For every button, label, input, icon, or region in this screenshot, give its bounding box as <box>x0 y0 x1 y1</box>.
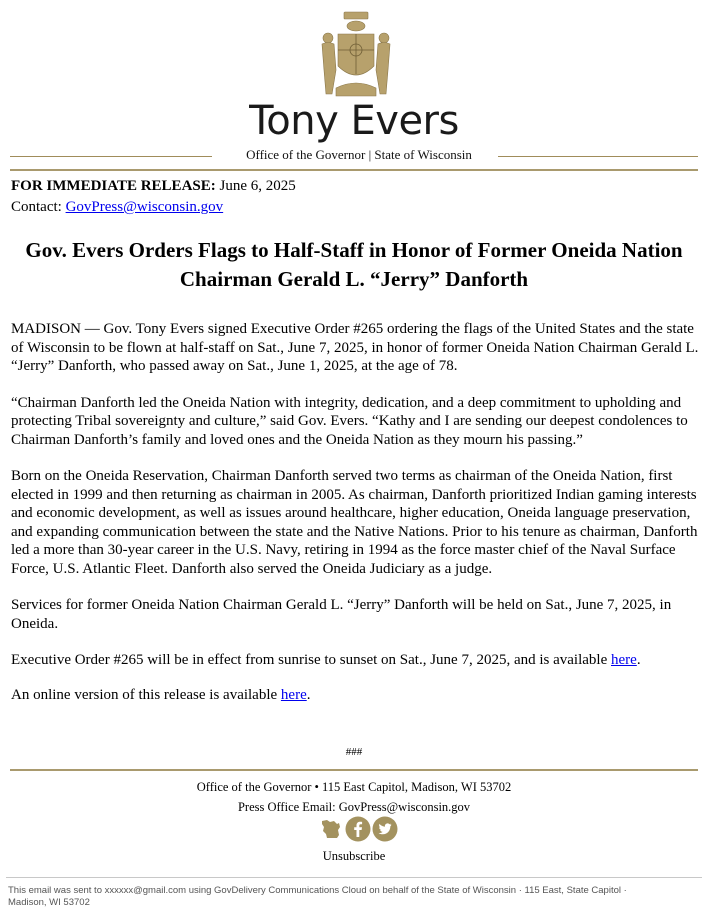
footer-press-email: Press Office Email: GovPress@wisconsin.gov <box>237 800 471 814</box>
paragraph <box>11 686 701 705</box>
footer <box>0 777 708 817</box>
paragraph: Born on the Oneida Reservation, Chairman Danforth served two terms as chairman of the Oneida Nation, first elected in 1999 and then returning as chairman in 2005. As chairman, Danforth prioritized Indian gaming interests and economic development, as well as issues around healthcare, higher education, Oneida language preservation, and expanding communication between the state and the Native Nations. Prior to his tenure as chairman, Danforth led a more than 30-year career in the U.S. Navy, retiring in 1994 as the force master chief of the Naval Surface Force, U.S. Atlantic Fleet. Danforth also served the Oneida Judiciary as a judge. <box>11 468 698 577</box>
twitter-icon[interactable] <box>372 816 398 842</box>
paragraph: Services for former Oneida Nation Chairman Gerald L. “Jerry” Danforth will be held on Sat., June 7, 2025, in Oneida. <box>11 597 672 632</box>
divider <box>10 156 212 157</box>
contact-line <box>11 197 296 218</box>
period: . <box>306 686 311 703</box>
footer-address: Office of the Governor • 115 East Capitol, Madison, WI 53702 <box>196 780 512 794</box>
header <box>0 0 708 168</box>
office-line <box>10 146 698 166</box>
delivery-disclaimer: This email was sent to xxxxxx@gmail.com using GovDelivery Communications Cloud on behalf of the State of Wisconsin · 115 East, State Capitol · Madison, WI 53702 <box>8 885 627 908</box>
unsubscribe-link[interactable]: Unsubscribe <box>322 849 386 863</box>
eo-text: Executive Order #265 will be in effect from sunrise to sunset on Sat., June 7, 2025, and is available <box>11 652 608 668</box>
online-version-text: An online version of this release is available <box>11 686 278 703</box>
facebook-icon[interactable] <box>345 816 371 842</box>
release-date: June 6, 2025 <box>219 178 296 194</box>
paragraph <box>11 651 701 670</box>
header-divider <box>10 169 698 171</box>
headline: Gov. Evers Orders Flags to Half-Staff in Honor of Former Oneida Nation Chairman Gerald L. “Jerry” Danforth <box>25 238 683 291</box>
contact-email-link[interactable]: GovPress@wisconsin.gov <box>65 199 224 215</box>
release-body <box>11 320 701 722</box>
disclaimer-divider <box>6 877 702 878</box>
governor-name: Tony Evers <box>249 98 459 144</box>
online-version-link[interactable]: here <box>280 686 307 703</box>
contact-label: Contact: <box>11 199 62 215</box>
office-subtitle: Office of the Governor | State of Wisconsin <box>246 147 472 162</box>
social-icons <box>318 816 398 844</box>
paragraph: MADISON — Gov. Tony Evers signed Executive Order #265 ordering the flags of the United States and the state of Wisconsin to be flown at half-staff on Sat., June 7, 2025, in honor of former Oneida Nation Chairman Gerald L. “Jerry” Danforth, who passed away on Sat., June 1, 2025, at the age of 78. <box>11 321 699 374</box>
unsubscribe-row <box>0 849 708 864</box>
period: . <box>636 652 641 668</box>
executive-order-link[interactable]: here <box>611 652 637 668</box>
footer-divider <box>10 769 698 771</box>
paragraph: “Chairman Danforth led the Oneida Nation with integrity, dedication, and a deep commitment to upholding and protecting Tribal sovereignty and culture,” said Gov. Evers. “Kathy and I are sending our deepest condolences to Chairman Danforth’s family and loved ones and the Oneida Nation as they mourn his passing.” <box>11 394 688 448</box>
release-meta <box>11 176 296 218</box>
release-label: FOR IMMEDIATE RELEASE: <box>11 178 216 194</box>
end-mark: ### <box>345 746 363 758</box>
divider <box>498 156 698 157</box>
wisconsin-icon[interactable] <box>318 816 344 842</box>
release-line <box>11 176 296 197</box>
wisconsin-seal-icon <box>310 8 402 104</box>
